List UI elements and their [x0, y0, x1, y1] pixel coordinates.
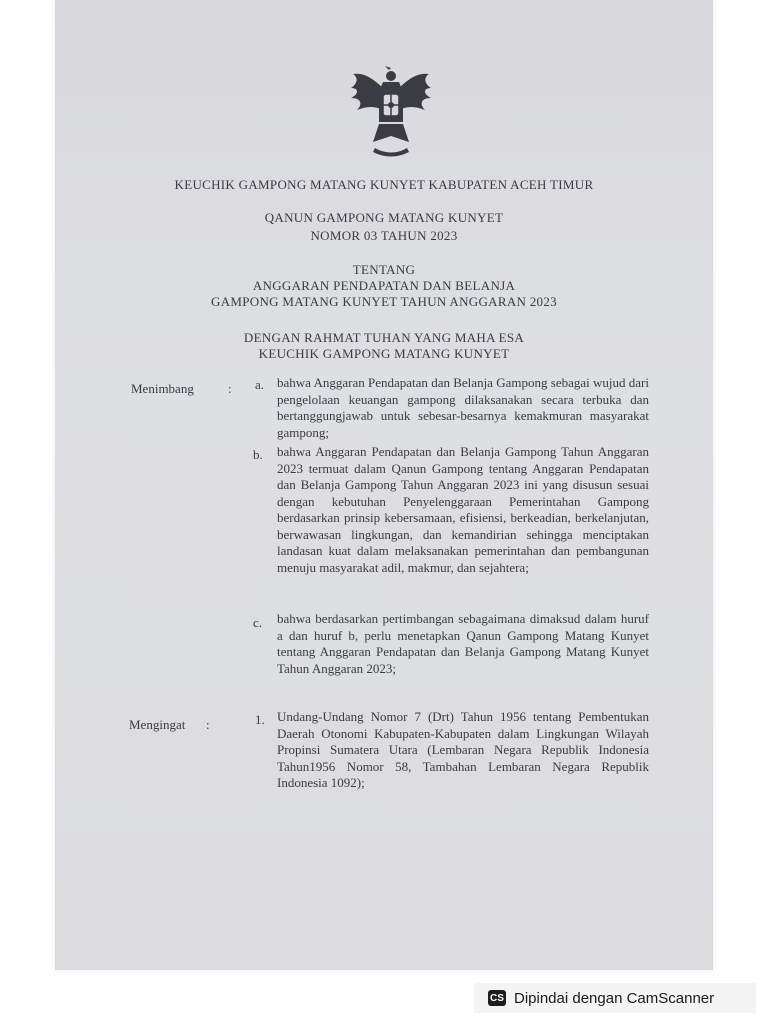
- menimbang-marker-b: b.: [253, 447, 263, 462]
- menimbang-label: Menimbang: [131, 381, 194, 396]
- camscanner-text: Dipindai dengan CamScanner: [514, 989, 715, 1007]
- preamble-line-2: KEUCHIK GAMPONG MATANG KUNYET: [258, 346, 510, 361]
- camscanner-watermark: [474, 983, 756, 1013]
- mengingat-colon: :: [206, 717, 210, 732]
- menimbang-item-a: bahwa Anggaran Pendapatan dan Belanja Gampong sebagai wujud dari pengelolaan keuangan gampong dilaksanakan secara terbuka dan bertanggungjawab untuk sebesar-besarnya kemakmuran masyarakat gampong;: [277, 375, 649, 440]
- menimbang-colon: :: [228, 381, 232, 396]
- menimbang-item-c: bahwa berdasarkan pertimbangan sebagaimana dimaksud dalam huruf a dan huruf b, perlu menetapkan Qanun Gampong Matang Kunyet tentang Anggaran Pendapatan dan Belanja Gampong Matang Kunyet Tahun Anggaran 2023;: [277, 611, 649, 676]
- document-number: NOMOR 03 TAHUN 2023: [310, 228, 458, 243]
- subject-line-2: GAMPONG MATANG KUNYET TAHUN ANGGARAN 2023: [211, 294, 557, 309]
- menimbang-item-b: bahwa Anggaran Pendapatan dan Belanja Gampong Tahun Anggaran 2023 termuat dalam Qanun Gampong tentang Anggaran Pendapatan dan Belanja Gampong Tahun Anggaran 2023 ini yang disusun sesuai dengan kebutuhan Penyelenggaraan Pemerintahan Gampong berdasarkan prinsip kebersamaan, efisiensi, berkeadian, berkelanjutan, berwawasan lingkungan, dan kemandirian sehingga menciptakan landasan kuat dalam melaksanakan pemerintahan dan pembangunan menuju masyarakat adil, makmur, dan sejahtera;: [277, 444, 649, 575]
- garuda-emblem-icon: [345, 62, 437, 162]
- document-type: QANUN GAMPONG MATANG KUNYET: [264, 210, 504, 225]
- mengingat-marker-1: 1.: [255, 712, 265, 727]
- mengingat-label: Mengingat: [129, 717, 186, 732]
- institution-title: KEUCHIK GAMPONG MATANG KUNYET KABUPATEN ACEH TIMUR: [174, 177, 594, 192]
- preamble-line-1: DENGAN RAHMAT TUHAN YANG MAHA ESA: [243, 330, 525, 345]
- camscanner-logo-icon: CS: [488, 990, 506, 1006]
- menimbang-marker-a: a.: [255, 377, 265, 392]
- mengingat-item-1: Undang-Undang Nomor 7 (Drt) Tahun 1956 tentang Pembentukan Daerah Otonomi Kabupaten-Kabupaten dalam Lingkungan Wilayah Propinsi Sumatera Utara (Lembaran Negara Republik Indonesia Tahun1956 Nomor 58, Tambahan Lembaran Negara Republik Indonesia 1092);: [277, 709, 649, 790]
- about-label: TENTANG: [352, 262, 416, 277]
- menimbang-marker-c: c.: [253, 615, 263, 630]
- subject-line-1: ANGGARAN PENDAPATAN DAN BELANJA: [252, 278, 516, 293]
